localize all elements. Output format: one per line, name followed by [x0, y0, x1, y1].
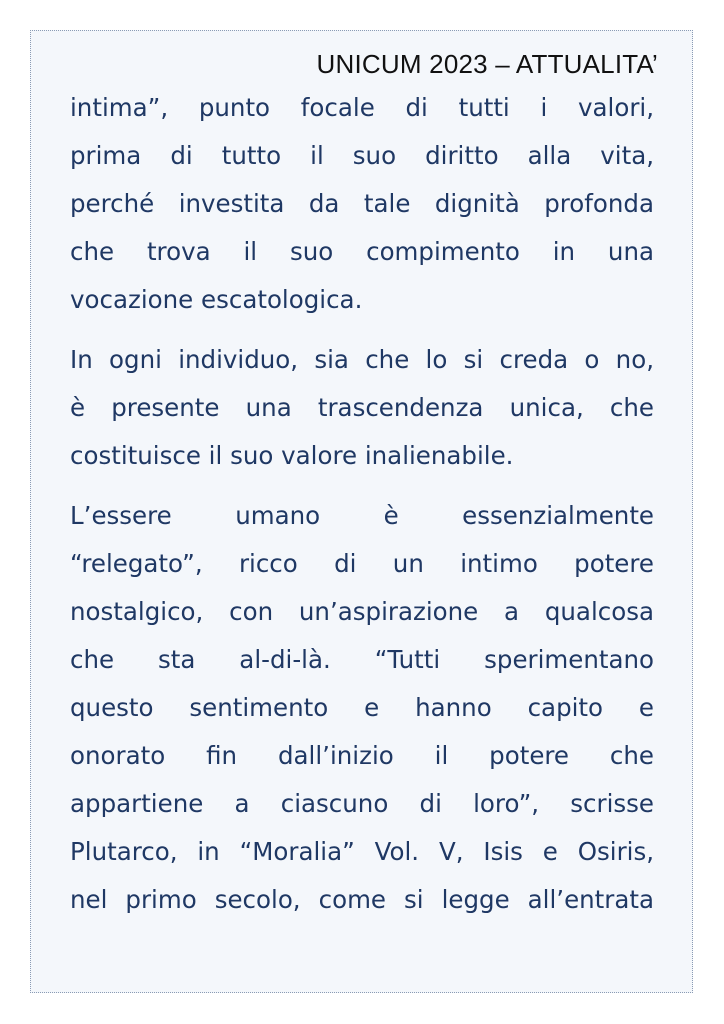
text-line: “relegato”, ricco di un intimo potere	[70, 549, 654, 578]
text-line: prima di tutto il suo diritto alla vita,	[70, 141, 654, 170]
text-line: perché investita da tale dignità profonda	[70, 189, 654, 218]
text-line: che sta al-di-là. “Tutti sperimentano	[70, 645, 654, 674]
paragraph-3	[70, 492, 654, 924]
text-line: nel primo secolo, come si legge all’entrata	[70, 885, 654, 914]
text-line: onorato fin dall’inizio il potere che	[70, 741, 654, 770]
text-line: In ogni individuo, sia che lo si creda o no,	[70, 345, 654, 374]
text-line: nostalgico, con un’aspirazione a qualcosa	[70, 597, 654, 626]
text-line: Plutarco, in “Moralia” Vol. V, Isis e Osiris,	[70, 837, 654, 866]
paragraph-2	[70, 336, 654, 480]
text-line: che trova il suo compimento in una	[70, 237, 654, 266]
text-line: vocazione escatologica.	[70, 285, 363, 314]
text-line: costituisce il suo valore inalienabile.	[70, 441, 514, 470]
text-line: questo sentimento e hanno capito e	[70, 693, 654, 722]
text-line: è presente una trascendenza unica, che	[70, 393, 654, 422]
text-line: intima”, punto focale di tutti i valori,	[70, 93, 654, 122]
text-line: L’essere umano è essenzialmente	[70, 501, 654, 530]
body-text	[70, 84, 654, 936]
paragraph-1	[70, 84, 654, 324]
text-line: appartiene a ciascuno di loro”, scrisse	[70, 789, 654, 818]
running-header: UNICUM 2023 – ATTUALITA’	[316, 49, 658, 79]
